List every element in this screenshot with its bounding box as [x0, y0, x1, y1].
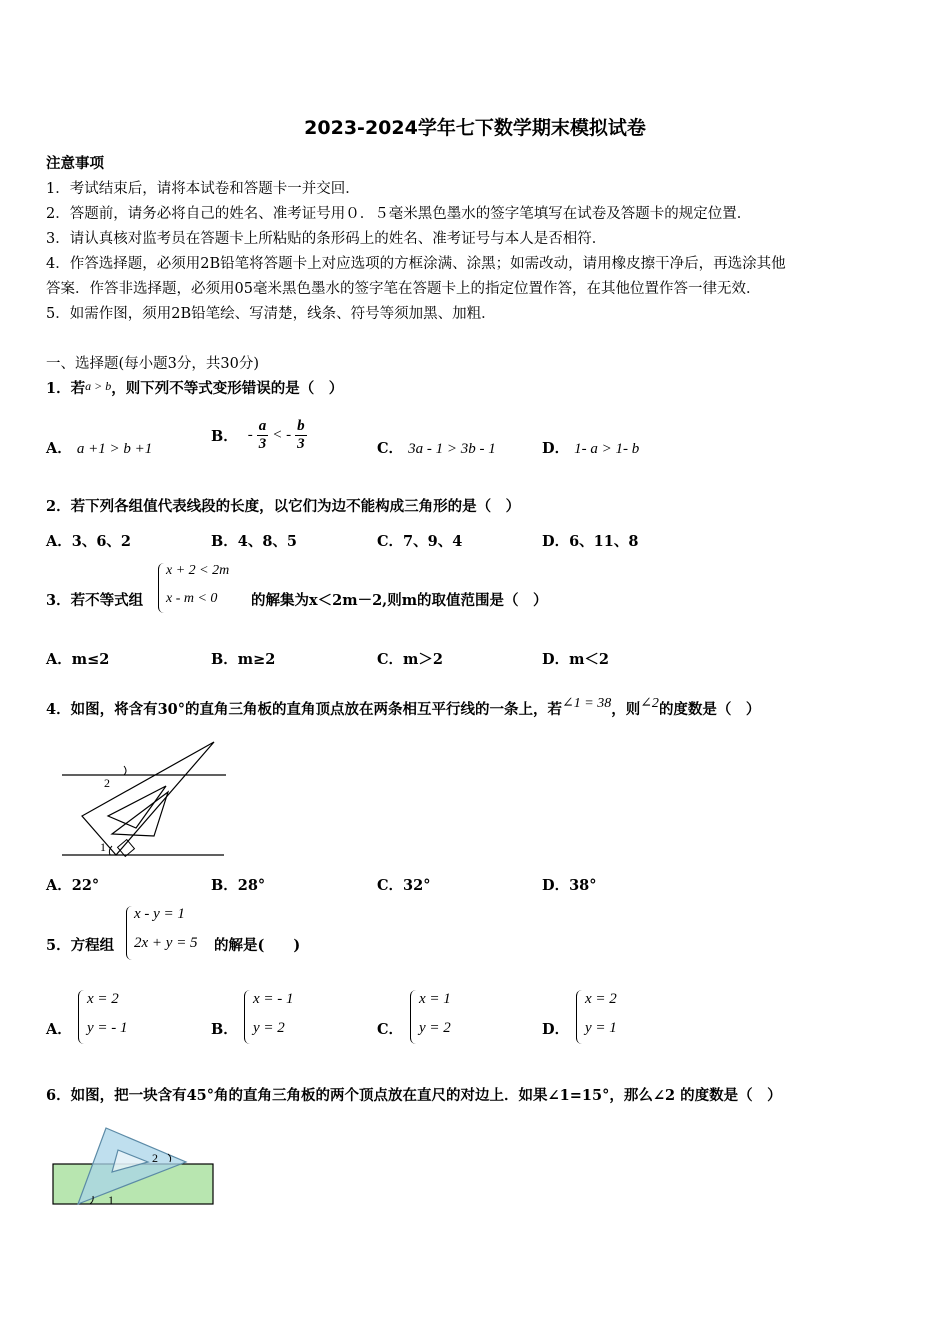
q3-eq2: x - m < 0	[166, 591, 218, 606]
q2-option-b[interactable]: B．4、8、5	[211, 533, 298, 550]
notice-item: 2．答题前，请务必将自己的姓名、准考证号用０．５毫米黑色墨水的签字笔填写在试卷及答题卡的规定位置．	[46, 206, 752, 222]
right-angle-mark	[118, 840, 135, 857]
question-4	[46, 695, 760, 719]
question-6: 6．如图，把一块含有45°角的直角三角板的两个顶点放在直尺的对边上．如果∠1=15°，那么∠2 的度数是（ ）	[46, 1087, 782, 1104]
q5-a-x: x = 2	[87, 991, 119, 1007]
q4-angle2: ∠2	[640, 696, 659, 711]
system-brace	[78, 990, 84, 1044]
q2-option-c[interactable]: C．7、9、4	[377, 533, 463, 550]
system-brace	[576, 990, 582, 1044]
q4-suffix: 的度数是（ ）	[658, 701, 761, 718]
fig-label-1: 1	[108, 1193, 114, 1207]
q5-option-d-label[interactable]: D．	[542, 1021, 570, 1038]
q5-d-y: y = 1	[585, 1020, 617, 1036]
denominator: 3	[297, 435, 305, 452]
q4-option-d[interactable]: D．38°	[542, 877, 597, 894]
q4-option-b[interactable]: B．28°	[211, 877, 266, 894]
q5-d-x: x = 2	[585, 991, 617, 1007]
system-brace	[126, 906, 132, 960]
notice-item: 4．作答选择题，必须用2B铅笔将答题卡上对应选项的方框涂满、涂黑；如需改动，请用橡皮擦干净后，再选涂其他	[46, 256, 786, 272]
q3-eq1: x + 2 < 2m	[166, 563, 230, 578]
minus-sign: -	[247, 426, 253, 443]
fig-label-2: 2	[152, 1151, 158, 1165]
option-label: D．	[542, 440, 570, 457]
q5-prefix: 5．方程组	[46, 937, 115, 954]
question-2: 2．若下列各组值代表线段的长度，以它们为边不能构成三角形的是（ ）	[46, 498, 521, 515]
numerator: b	[297, 417, 305, 434]
q1-option-c[interactable]	[377, 437, 496, 458]
q5-option-b-label[interactable]: B．	[211, 1021, 238, 1038]
q5-suffix: 的解是( )	[214, 937, 301, 954]
q5-option-a-label[interactable]: A．	[46, 1021, 72, 1038]
q2-option-d[interactable]: D．6、11、8	[542, 533, 639, 550]
notice-item: 3．请认真核对监考员在答题卡上所粘贴的条形码上的姓名、准考证号与本人是否相符．	[46, 231, 607, 247]
option-label: C．	[377, 440, 404, 457]
q5-eq2: 2x + y = 5	[134, 935, 198, 951]
denominator: 3	[258, 435, 267, 452]
q1-option-d[interactable]	[542, 437, 639, 458]
fraction-a-over-3	[257, 418, 269, 453]
system-brace	[158, 563, 164, 613]
option-expr: 1- a > 1- b	[574, 441, 640, 457]
notice-item: 1．考试结束后，请将本试卷和答题卡一并交回．	[46, 181, 360, 197]
q5-c-y: y = 2	[419, 1020, 451, 1036]
q1-option-b[interactable]	[211, 414, 307, 456]
q4-option-a[interactable]: A．22°	[46, 877, 100, 894]
q1-condition: a > b	[85, 379, 112, 393]
q1-prefix: 1．若	[46, 380, 86, 397]
q5-b-x: x = - 1	[253, 991, 294, 1007]
q5-option-c-label[interactable]: C．	[377, 1021, 404, 1038]
notice-item: 答案．作答非选择题，必须用05毫米黑色墨水的签字笔在答题卡上的指定位置作答，在其他位置作答一律无效．	[46, 281, 761, 297]
fig-label-2: 2	[104, 776, 110, 790]
q1-option-a[interactable]	[46, 437, 152, 458]
angle-2-arc	[124, 766, 126, 775]
system-brace	[410, 990, 416, 1044]
triangle-outer	[82, 742, 214, 855]
q5-c-x: x = 1	[419, 991, 451, 1007]
section-heading: 一、选择题(每小题3分，共30分)	[46, 356, 259, 372]
fig-label-1: 1	[100, 840, 106, 854]
notice-item: 5．如需作图，须用2B铅笔绘、写清楚，线条、符号等须加黑、加粗．	[46, 306, 496, 322]
q5-b-y: y = 2	[253, 1020, 285, 1036]
q3-option-c[interactable]: C．m＞2	[377, 651, 443, 668]
q5-a-y: y = - 1	[87, 1020, 128, 1036]
option-expr: 3a - 1 > 3b - 1	[408, 441, 496, 457]
numerator: a	[258, 417, 267, 434]
q4-middle: ，则	[611, 701, 641, 718]
q4-figure	[58, 738, 230, 862]
option-label: A．	[46, 440, 72, 457]
q2-option-a[interactable]: A．3、6、2	[46, 533, 132, 550]
page-title: 2023-2024学年七下数学期末模拟试卷	[304, 117, 646, 139]
q3-option-b[interactable]: B．m≥2	[211, 651, 276, 668]
q5-eq1: x - y = 1	[134, 906, 185, 922]
option-label: B．	[211, 427, 238, 445]
q4-prefix: 4．如图，将含有30°的直角三角板的直角顶点放在两条相互平行线的一条上，若	[46, 701, 563, 718]
less-than: < -	[272, 426, 292, 443]
q4-option-c[interactable]: C．32°	[377, 877, 431, 894]
q4-angle1: ∠1 = 38	[562, 696, 612, 711]
question-1	[46, 377, 343, 398]
fraction-b-over-3	[295, 418, 307, 453]
q1-suffix: ，则下列不等式变形错误的是（ ）	[111, 380, 344, 397]
option-expr: a +1 > b +1	[76, 441, 153, 457]
q3-option-d[interactable]: D．m＜2	[542, 651, 610, 668]
q6-figure	[50, 1124, 218, 1210]
q3-suffix: 的解集为x＜2m－2,则m的取值范围是（ ）	[251, 592, 548, 609]
q3-prefix: 3．若不等式组	[46, 592, 144, 609]
notice-heading: 注意事项	[46, 155, 104, 172]
system-brace	[244, 990, 250, 1044]
q3-option-a[interactable]: A．m≤2	[46, 651, 110, 668]
triangle-inner-2	[112, 792, 168, 836]
